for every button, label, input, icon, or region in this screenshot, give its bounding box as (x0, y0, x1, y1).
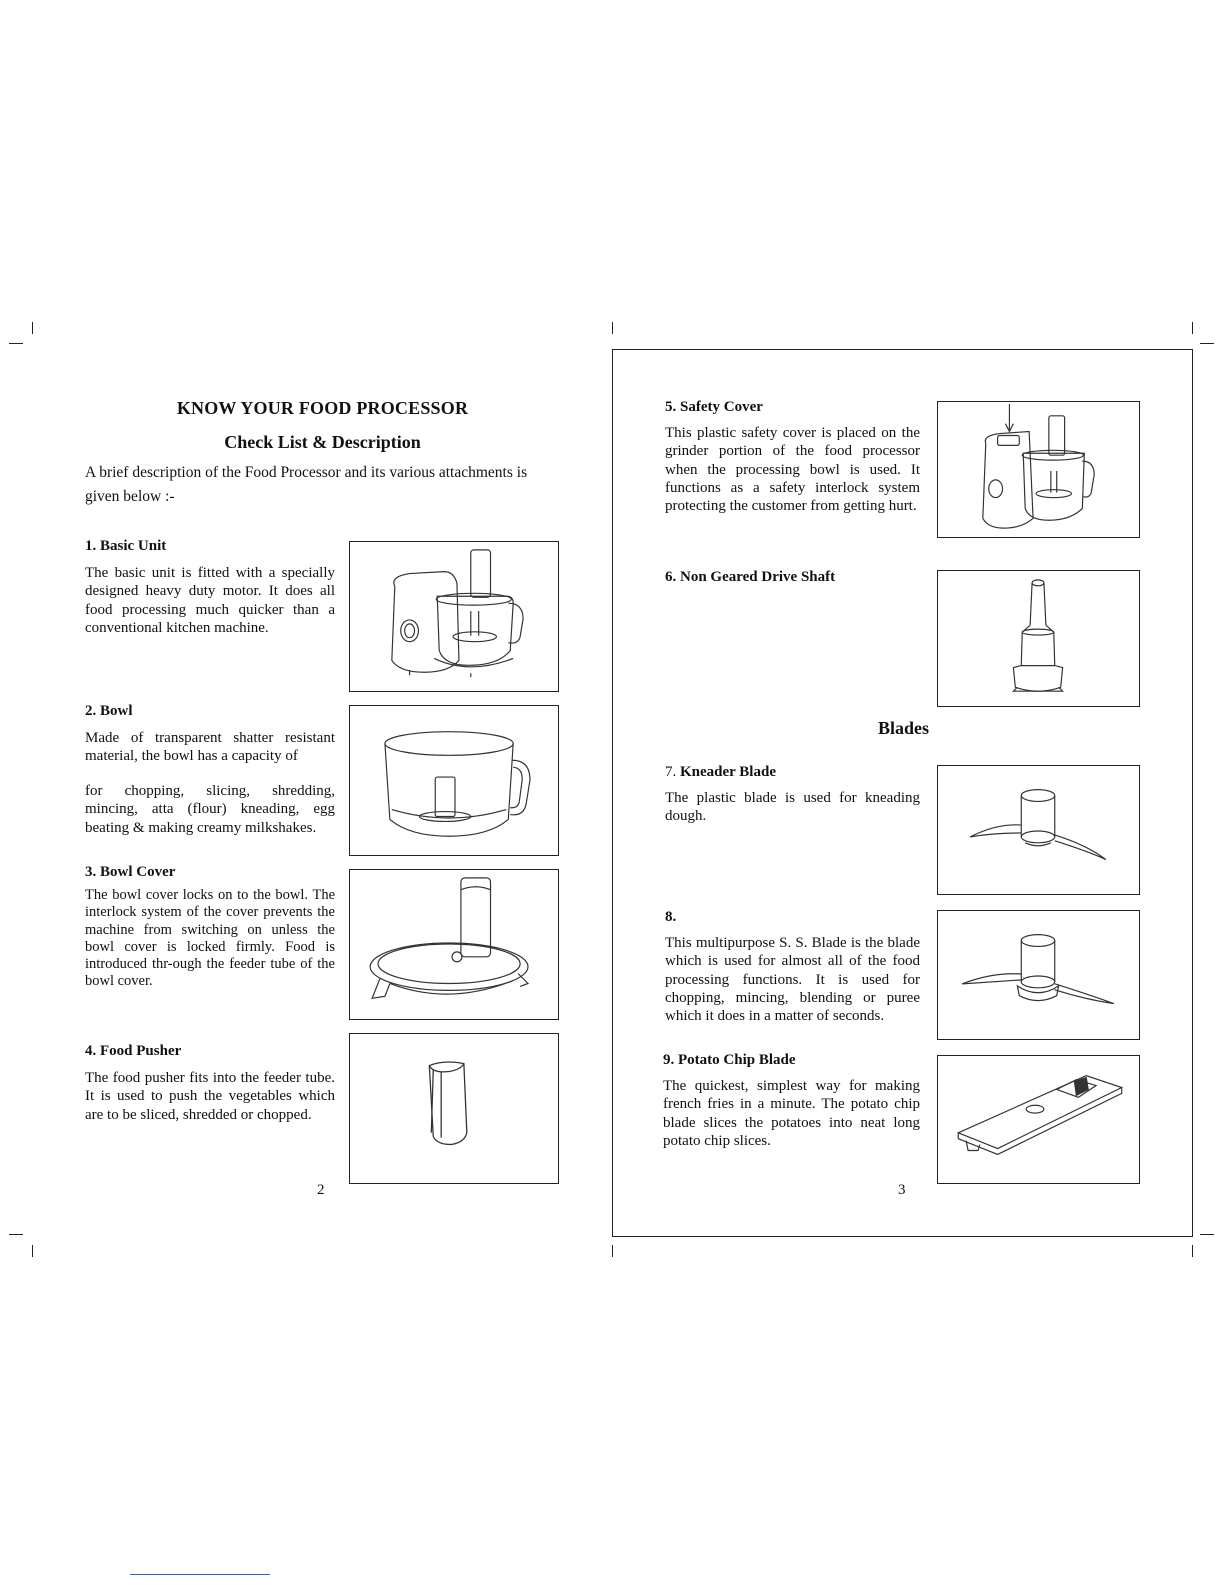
potato-chip-blade-illustration (938, 1056, 1139, 1183)
section-heading: 2. Bowl (85, 703, 133, 719)
section-heading: 3. Bowl Cover (85, 864, 176, 880)
section-heading: 8. (665, 909, 677, 925)
crop-mark (1192, 1245, 1193, 1257)
link-underline (130, 1574, 270, 1575)
page-title: KNOW YOUR FOOD PROCESSOR (176, 398, 469, 418)
basic-unit-image (349, 541, 559, 692)
drive-shaft-illustration (938, 571, 1139, 706)
section-text: The quickest, simplest way for making french fries in a minute. The potato chip blade slices the potatoes into neat long potato chip slices. (663, 1078, 920, 1149)
bowl-cover-illustration (350, 870, 558, 1019)
safety-cover-illustration (938, 402, 1139, 537)
intro-text: A brief description of the Food Processor and its various attachments is given below :- (85, 464, 528, 505)
section-text: The food pusher fits into the feeder tube. It is used to push the vegetables which are to be sliced, shredded or chopped. (85, 1070, 335, 1123)
page-number: 3 (898, 1182, 906, 1198)
food-pusher-illustration (350, 1034, 558, 1183)
page-number: 2 (317, 1182, 325, 1198)
section-text: This multipurpose S. S. Blade is the blade which is used for almost all of the food processing functions. It is used for chopping, mincing, blending or puree which it does in a matter of seconds. (665, 935, 920, 1025)
section-heading: 1. Basic Unit (85, 538, 167, 554)
section-heading: 4. Food Pusher (85, 1043, 182, 1059)
crop-mark (612, 322, 613, 334)
section-title: Kneader Blade (680, 764, 776, 780)
crop-mark (612, 1245, 613, 1257)
section-text: The plastic blade is used for kneading dough. (665, 790, 920, 825)
safety-cover-image (937, 401, 1140, 538)
section-text: The bowl cover locks on to the bowl. The interlock system of the cover prevents the machine from switching on unless the bowl cover is locked firmly. Food is introduced thr-ough the feeder tube of the bowl cover. (85, 887, 335, 990)
crop-mark (9, 1234, 23, 1235)
section-text: The basic unit is fitted with a specially designed heavy duty motor. It does all food processing much quicker than a conventional kitchen machine. (85, 565, 335, 636)
ss-blade-image (937, 910, 1140, 1040)
drive-shaft-image (937, 570, 1140, 707)
section-heading (665, 764, 776, 781)
section-text: for chopping, slicing, shredding, mincing, atta (flour) kneading, egg beating & making creamy milkshakes. (85, 783, 335, 836)
bowl-image (349, 705, 559, 856)
bowl-cover-image (349, 869, 559, 1020)
crop-mark (32, 322, 33, 334)
blades-heading: Blades (878, 718, 930, 738)
potato-chip-blade-image (937, 1055, 1140, 1184)
crop-mark (1200, 343, 1214, 344)
bowl-illustration (350, 706, 558, 855)
crop-mark (32, 1245, 33, 1257)
section-heading: 6. Non Geared Drive Shaft (665, 569, 836, 585)
section-number: 7. (665, 764, 677, 780)
crop-mark (1200, 1234, 1214, 1235)
section-text: This plastic safety cover is placed on the grinder portion of the food processor when the processing bowl is used. It functions as a safety interlock system protecting the customer from getting hurt. (665, 425, 920, 515)
section-text: Made of transparent shatter resistant material, the bowl has a capacity of (85, 730, 335, 765)
food-processor-illustration (350, 542, 558, 691)
ss-blade-illustration (938, 911, 1139, 1039)
crop-mark (1192, 322, 1193, 334)
kneader-blade-illustration (938, 766, 1139, 894)
food-pusher-image (349, 1033, 559, 1184)
section-heading: 9. Potato Chip Blade (663, 1052, 796, 1068)
crop-mark (9, 343, 23, 344)
kneader-blade-image (937, 765, 1140, 895)
page-subtitle: Check List & Description (224, 432, 421, 452)
section-heading: 5. Safety Cover (665, 399, 763, 415)
